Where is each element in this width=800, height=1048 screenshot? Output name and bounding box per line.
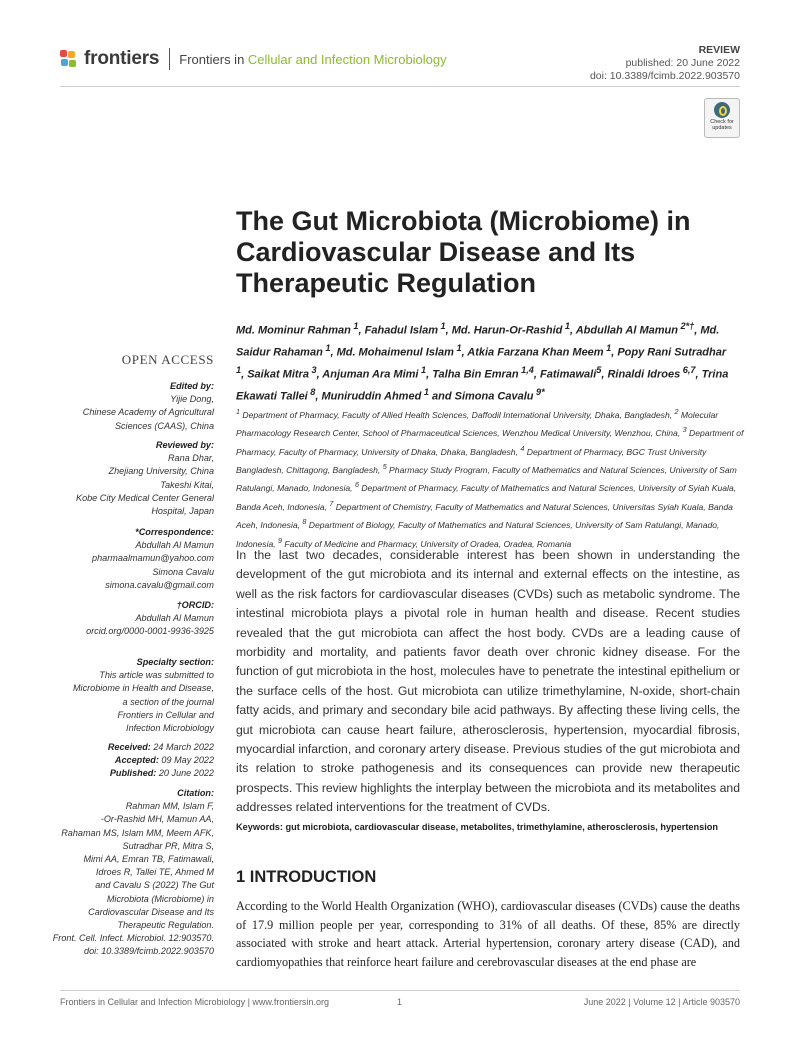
citation-line: Idroes R, Tallei TE, Ahmed M: [95, 867, 214, 878]
check-updates-icon: [714, 102, 730, 118]
article-meta: [590, 44, 740, 83]
citation-doi[interactable]: doi: 10.3389/fcimb.2022.903570: [84, 946, 214, 957]
introduction-text: According to the World Health Organization (WHO), cardiovascular diseases (CVDs) cause the deaths of 17.9 million people per year, corresponding to 31% of all deaths. Of these, 85% are directly associated with stroke and heart attack. Arterial hypertension, coronary artery disease (CAD), and cardiomyopathies that reinforce heart failure and cerebrovascular diseases at the end phase are: [236, 899, 740, 969]
journal-highlight: Cellular and Infection Microbiology: [247, 51, 447, 67]
check-updates-label: Check for updates: [710, 119, 734, 131]
editor-line: Sciences (CAAS), China: [114, 420, 214, 431]
edited-by-block: [44, 380, 214, 433]
accepted-date: [44, 754, 214, 767]
published-value: 20 June 2022: [158, 768, 214, 779]
specialty-line: Infection Microbiology: [126, 723, 214, 734]
published-date-side: [44, 767, 214, 780]
article-title: The Gut Microbiota (Microbiome) in Cardiovascular Disease and Its Therapeutic Regulation: [236, 206, 691, 298]
received-date: [44, 741, 214, 754]
citation-line: Rahaman MS, Islam MM, Meem AFK,: [61, 827, 214, 838]
keywords-label: Keywords:: [236, 822, 283, 832]
reviewer-line: Zhejiang University, China: [108, 466, 214, 477]
citation-line: Therapeutic Regulation.: [117, 920, 214, 931]
reviewed-by-label: Reviewed by:: [155, 440, 214, 450]
correspondence-email[interactable]: pharmaalmamun@yahoo.com: [92, 553, 214, 564]
footer-journal[interactable]: Frontiers in Cellular and Infection Microbiology | www.frontiersin.org: [60, 997, 329, 1007]
brand-name: frontiers: [84, 48, 160, 69]
specialty-block: [44, 656, 214, 735]
frontiers-logo-icon: [60, 50, 78, 68]
article-type: REVIEW: [698, 44, 740, 56]
orcid-label: †ORCID:: [176, 600, 214, 610]
reviewed-by-block: [44, 439, 214, 518]
editor-line: Chinese Academy of Agricultural: [82, 407, 214, 418]
citation-line: Sutradhar PR, Mitra S,: [122, 840, 214, 851]
received-value: 24 March 2022: [153, 742, 214, 752]
specialty-line: This article was submitted to: [99, 670, 214, 681]
reviewer-line: Takeshi Kitai,: [160, 479, 214, 490]
footer-rule: [60, 990, 740, 991]
doi-link[interactable]: doi: 10.3389/fcimb.2022.903570: [589, 70, 740, 82]
citation-line: Rahman MM, Islam F,: [125, 801, 214, 812]
citation-line: Microbiota (Microbiome) in: [106, 893, 214, 904]
journal-name: [179, 52, 446, 67]
dates-block: [44, 741, 214, 781]
received-label: Received:: [107, 742, 151, 752]
reviewer-line: Hospital, Japan: [151, 506, 214, 517]
citation-line: -Or-Rashid MH, Mamun AA,: [100, 814, 214, 825]
affiliations: $^1$ Department of Pharmacy, Faculty of Allied Health Sciences, Daffodil International University, Dhaka, Bangladesh, $^2$ Molecular Pharmacology Research Center, School of Pharmaceutical Sciences, Wenzhou Medical University, Wenzhou, China, $^3$ Department of Pharmacy, Faculty of Pharmacy, University of Dhaka, Dhaka, Bangladesh, $^4$ Department of Pharmacy, BGC Trust University Bangladesh, Chittagong, Bangladesh, $^5$ Pharmacy Study Program, Faculty of Mathematics and Natural Sciences, University of Sam Ratulangi, Manado, Indonesia, $^6$ Department of Pharmacy, Faculty of Mathematics and Natural Sciences, University of Syiah Kuala, Banda Aceh, Indonesia, $^7$ Department of Chemistry, Faculty of Mathematics and Natural Sciences, Universitas Syiah Kuala, Banda Aceh, Indonesia, $^8$ Department of Biology, Faculty of Mathematics and Natural Sciences, University of Sam Ratulangi, Manado, Indonesia, $^9$ Faculty of Medicine and Pharmacy, University of Oradea, Oradea, Romania: [236, 408, 744, 549]
specialty-line: a section of the journal: [122, 696, 214, 707]
reviewer-line: Rana Dhar,: [167, 453, 214, 464]
correspondence-name: Simona Cavalu: [152, 566, 214, 577]
orcid-block: [44, 599, 214, 639]
citation-line: Mimi AA, Emran TB, Fatimawali,: [83, 854, 214, 865]
journal-prefix: Frontiers in: [179, 51, 248, 67]
specialty-label: Specialty section:: [136, 657, 214, 667]
citation-label: Citation:: [177, 788, 214, 798]
reviewer-line: Kobe City Medical Center General: [76, 492, 214, 503]
published-date: published: 20 June 2022: [625, 57, 740, 69]
check-for-updates-badge[interactable]: [704, 98, 740, 138]
accepted-label: Accepted:: [114, 755, 159, 766]
orcid-link[interactable]: orcid.org/0000-0001-9936-3925: [86, 626, 214, 637]
orcid-name: Abdullah Al Mamun: [135, 613, 214, 624]
keywords-list: gut microbiota, cardiovascular disease, metabolites, trimethylamine, atherosclerosis, hypertension: [285, 822, 719, 832]
edited-by-label: Edited by:: [170, 381, 214, 391]
page-number: 1: [397, 997, 403, 1007]
citation-line: and Cavalu S (2022) The Gut: [95, 880, 214, 891]
keywords: [236, 822, 746, 832]
editor-line: Yijie Dong,: [170, 394, 214, 405]
specialty-line: Microbiome in Health and Disease,: [72, 683, 214, 694]
citation-line: Front. Cell. Infect. Microbiol. 12:903570.: [52, 933, 214, 944]
published-label: Published:: [109, 768, 157, 779]
specialty-line: Frontiers in Cellular and: [117, 709, 214, 720]
citation-line: Cardiovascular Disease and Its: [88, 906, 214, 917]
correspondence-label: *Correspondence:: [135, 527, 214, 537]
frontiers-logo[interactable]: [60, 48, 447, 70]
correspondence-name: Abdullah Al Mamun: [135, 540, 214, 551]
correspondence-block: [44, 526, 214, 592]
author-list: Md. Mominur Rahman $^1$, Fahadul Islam $^1$, Md. Harun-Or-Rashid $^1$, Abdullah Al Mamun $^{2*\dagger}$, Md. Saidur Rahaman $^1$, Md. Mohaimenul Islam $^1$, Atkia Farzana Khan Meem $^1$, Popy Rani Sutradhar $^1$, Saikat Mitra $^3$, Anjuman Ara Mimi $^1$, Talha Bin Emran $^{1,4}$, Fatimawali$^5$, Rinaldi Idroes $^{6,7}$, Trina Ekawati Tallei $^8$, Muniruddin Ahmed $^1$ and Simona Cavalu $^{9*}$: [236, 321, 729, 403]
accepted-value: 09 May 2022: [161, 755, 214, 766]
abstract: In the last two decades, considerable interest has been shown in understanding the development of the gut microbiota and its internal and external effects on the intestine, as well as the risk factors for cardiovascular diseases (CVDs) such as metabolic syndrome. The intestinal microbiota plays a pivotal role in human health and disease. Recent studies revealed that the gut microbiota can affect the host body. CVDs are a leading cause of morbidity and mortality, and patients favor death over chronic kidney disease. For the function of gut microbiota in the host, molecules have to penetrate the intestinal epithelium or the surface cells of the host. Gut microbiota can utilize trimethylamine, N-oxide, short-chain fatty acids, and primary and secondary bile acid pathways. By affecting these living cells, the gut microbiota can cause heart failure, atherosclerosis, hypertension, myocardial fibrosis, myocardial infarction, and coronary artery disease. Previous studies of the gut microbiota and its relation to stroke pathogenesis and its consequences can provide new therapeutic prospects. This review highlights the interplay between the microbiota and its metabolites and addresses related interventions for the treatment of CVDs.: [236, 548, 740, 815]
header-divider: [169, 48, 170, 70]
correspondence-email[interactable]: simona.cavalu@gmail.com: [105, 579, 214, 590]
section-heading: 1 INTRODUCTION: [236, 868, 377, 886]
open-access-label: OPEN ACCESS: [121, 352, 214, 367]
header-rule: [60, 86, 740, 87]
citation-block: [44, 787, 214, 959]
footer-volume: June 2022 | Volume 12 | Article 903570: [583, 997, 740, 1007]
